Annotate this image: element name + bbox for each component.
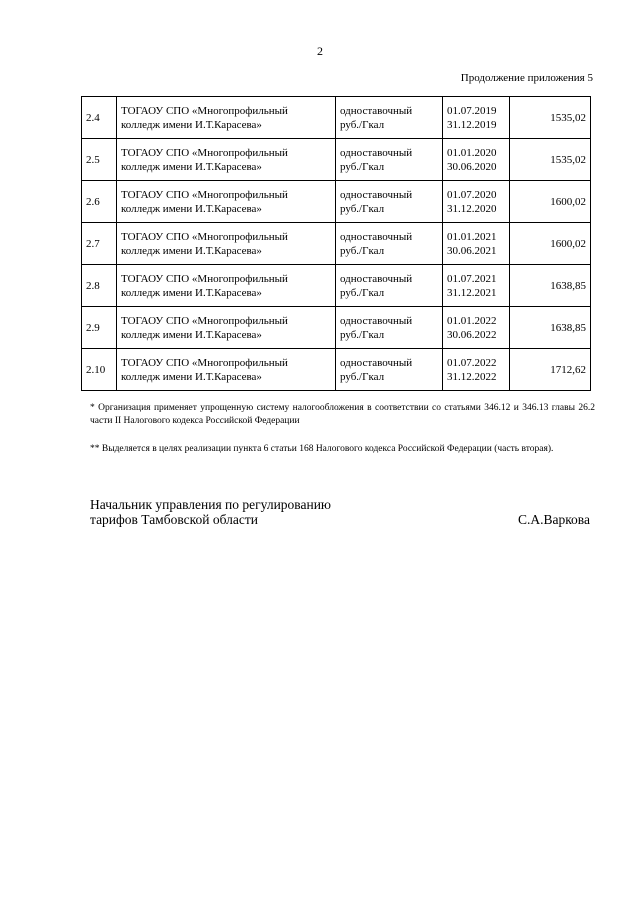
period-end: 31.12.2021 [447, 286, 497, 299]
organization-cell [117, 265, 336, 307]
table-row [82, 349, 591, 391]
tariff-value: 1638,85 [510, 265, 591, 307]
tariff-type-cell [336, 97, 443, 139]
organization-name-line: ТОГАОУ СПО «Многопрофильный [121, 146, 288, 159]
row-number: 2.5 [82, 139, 117, 181]
tariff-type-cell [336, 181, 443, 223]
period-start: 01.01.2020 [447, 146, 497, 159]
tariff-value: 1600,02 [510, 181, 591, 223]
organization-cell [117, 181, 336, 223]
row-number: 2.10 [82, 349, 117, 391]
footnote-tax-system: * Организация применяет упрощенную систему налогообложения в соответствии со статьями 346.12 и 346.13 главы 26.2 части II Налогового кодекса Российской Федерации [90, 403, 595, 426]
tariff-type: одноставочный [340, 146, 413, 159]
tariff-value: 1600,02 [510, 223, 591, 265]
tariff-type: одноставочный [340, 188, 413, 201]
period-start: 01.07.2019 [447, 104, 497, 117]
period-end: 31.12.2022 [447, 370, 497, 383]
tariff-type-cell [336, 349, 443, 391]
page-number: 2 [317, 44, 323, 58]
tariff-unit: руб./Гкал [340, 370, 385, 383]
table-row [82, 307, 591, 349]
period-start: 01.01.2021 [447, 230, 497, 243]
period-start: 01.07.2020 [447, 188, 497, 201]
period-cell [443, 139, 510, 181]
table-row [82, 97, 591, 139]
organization-name-line: ТОГАОУ СПО «Многопрофильный [121, 272, 288, 285]
period-cell [443, 223, 510, 265]
period-start: 01.01.2022 [447, 314, 497, 327]
organization-name-line: колледж имени И.Т.Карасева» [121, 160, 262, 173]
row-number: 2.9 [82, 307, 117, 349]
tariff-unit: руб./Гкал [340, 286, 385, 299]
organization-name-line: ТОГАОУ СПО «Многопрофильный [121, 356, 288, 369]
tariff-type: одноставочный [340, 272, 413, 285]
organization-name-line: колледж имени И.Т.Карасева» [121, 202, 262, 215]
organization-name-line: ТОГАОУ СПО «Многопрофильный [121, 314, 288, 327]
tariff-type: одноставочный [340, 314, 413, 327]
period-end: 30.06.2022 [447, 328, 497, 341]
table-row [82, 223, 591, 265]
tariff-unit: руб./Гкал [340, 244, 385, 257]
organization-cell [117, 139, 336, 181]
row-number: 2.4 [82, 97, 117, 139]
organization-name-line: ТОГАОУ СПО «Многопрофильный [121, 188, 288, 201]
table-row [82, 139, 591, 181]
tariff-unit: руб./Гкал [340, 202, 385, 215]
organization-cell [117, 307, 336, 349]
tariff-type: одноставочный [340, 230, 413, 243]
organization-cell [117, 349, 336, 391]
period-end: 31.12.2019 [447, 118, 497, 131]
signature-block [90, 497, 590, 527]
tariff-type-cell [336, 265, 443, 307]
organization-name-line: ТОГАОУ СПО «Многопрофильный [121, 104, 288, 117]
tariff-value: 1535,02 [510, 97, 591, 139]
period-start: 01.07.2022 [447, 356, 497, 369]
period-end: 30.06.2020 [447, 160, 497, 173]
tariff-unit: руб./Гкал [340, 118, 385, 131]
period-cell [443, 265, 510, 307]
continuation-note: Продолжение приложения 5 [460, 72, 593, 84]
tariff-value: 1535,02 [510, 139, 591, 181]
row-number: 2.6 [82, 181, 117, 223]
organization-name-line: колледж имени И.Т.Карасева» [121, 286, 262, 299]
tariff-type: одноставочный [340, 356, 413, 369]
period-cell [443, 349, 510, 391]
tariff-type: одноставочный [340, 104, 413, 117]
period-end: 31.12.2020 [447, 202, 497, 215]
tariff-type-cell [336, 223, 443, 265]
signer-position-line: Начальник управления по регулированию [90, 497, 332, 512]
footnote-vat: ** Выделяется в целях реализации пункта 6 статьи 168 Налогового кодекса Российской Федерации (часть вторая). [90, 444, 554, 454]
period-start: 01.07.2021 [447, 272, 497, 285]
period-cell [443, 307, 510, 349]
organization-name-line: колледж имени И.Т.Карасева» [121, 328, 262, 341]
organization-cell [117, 97, 336, 139]
period-cell [443, 97, 510, 139]
row-number: 2.8 [82, 265, 117, 307]
tariff-type-cell [336, 307, 443, 349]
period-cell [443, 181, 510, 223]
period-end: 30.06.2021 [447, 244, 497, 257]
organization-name-line: колледж имени И.Т.Карасева» [121, 370, 262, 383]
signer-position-line: тарифов Тамбовской области [90, 512, 258, 527]
table-row [82, 265, 591, 307]
organization-cell [117, 223, 336, 265]
organization-name-line: колледж имени И.Т.Карасева» [121, 244, 262, 257]
tariff-table [81, 96, 591, 391]
tariff-type-cell [336, 139, 443, 181]
tariff-value: 1712,62 [510, 349, 591, 391]
organization-name-line: колледж имени И.Т.Карасева» [121, 118, 262, 131]
organization-name-line: ТОГАОУ СПО «Многопрофильный [121, 230, 288, 243]
row-number: 2.7 [82, 223, 117, 265]
signer-name: С.А.Варкова [517, 512, 590, 527]
table-row [82, 181, 591, 223]
tariff-unit: руб./Гкал [340, 160, 385, 173]
tariff-value: 1638,85 [510, 307, 591, 349]
tariff-unit: руб./Гкал [340, 328, 385, 341]
